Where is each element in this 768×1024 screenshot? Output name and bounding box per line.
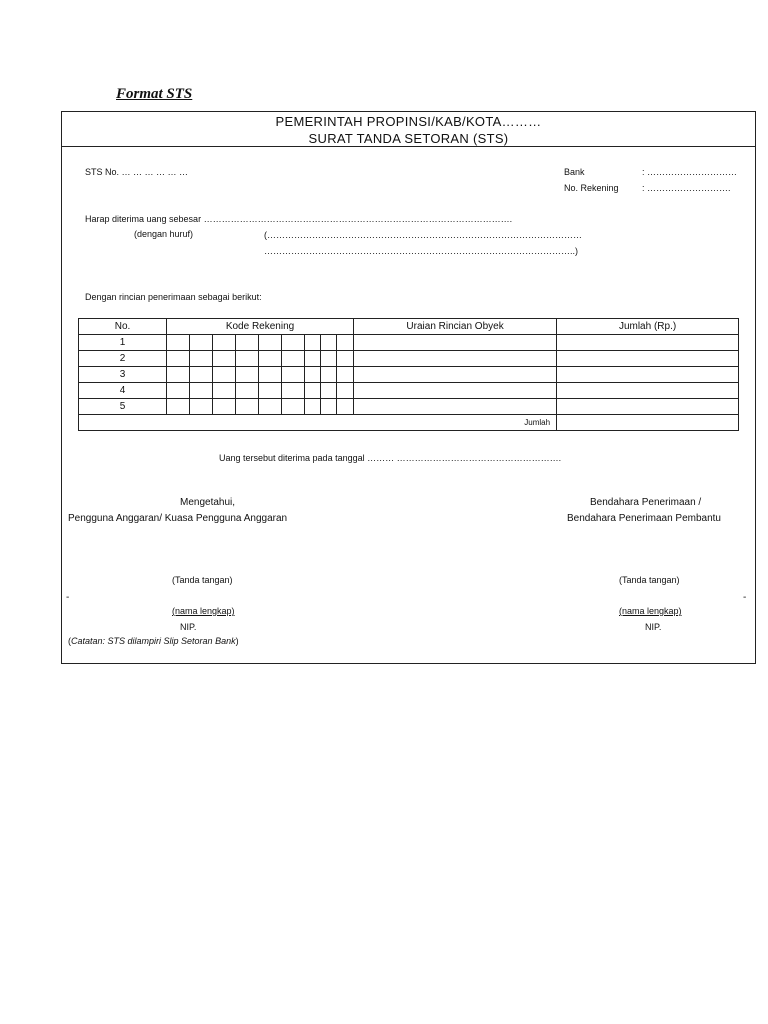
received-date-text: Uang tersebut diterima pada tanggal ……… ………………………………………………. [219, 453, 562, 463]
footnote-close: ) [235, 636, 239, 646]
jumlah-value [557, 415, 739, 431]
row-number: 3 [79, 367, 167, 383]
sts-number: STS No. … … … … … … [85, 167, 189, 177]
table-total-row [79, 415, 739, 431]
huruf-label: (dengan huruf) [134, 229, 194, 239]
col-kode-header: Kode Rekening [167, 319, 354, 335]
sts-form [61, 111, 756, 664]
row-number: 2 [79, 351, 167, 367]
left-full-name: (nama lengkap) [172, 606, 235, 616]
footnote-text: Catatan: STS dilampiri Slip Setoran Bank [71, 636, 236, 646]
left-signatory-title-1: Mengetahui, [180, 497, 236, 508]
footnote-open: ( [68, 636, 71, 646]
rekening-value: : ………………………. [642, 183, 731, 193]
table-row [79, 367, 739, 383]
amount-line: Harap diterima uang sebesar …………………………………………………………………………………………. [85, 214, 513, 224]
col-jumlah-header: Jumlah (Rp.) [557, 319, 739, 335]
government-header: PEMERINTAH PROPINSI/KAB/KOTA……… [275, 114, 542, 129]
row-number: 4 [79, 383, 167, 399]
right-nip: NIP. [645, 622, 662, 632]
footnote [68, 636, 239, 646]
rekening-label: No. Rekening [564, 183, 619, 193]
jumlah-label: Jumlah [79, 415, 557, 431]
huruf-line-2: …………………………………………………………………………………………..) [264, 246, 578, 256]
col-no-header: No. [79, 319, 167, 335]
rincian-table [78, 318, 739, 431]
right-signature-label: (Tanda tangan) [619, 575, 680, 585]
table-row [79, 399, 739, 415]
right-signatory-title-1: Bendahara Penerimaan / [590, 497, 702, 508]
header-divider [62, 146, 755, 147]
right-dash: - [743, 592, 747, 603]
bank-label: Bank [564, 167, 585, 177]
format-title: Format STS [116, 86, 193, 102]
form-title: SURAT TANDA SETORAN (STS) [308, 131, 509, 146]
bank-value: : ………………………… [642, 167, 738, 177]
left-nip: NIP. [180, 622, 197, 632]
left-signature-label: (Tanda tangan) [172, 575, 233, 585]
table-row [79, 335, 739, 351]
col-uraian-header: Uraian Rincian Obyek [354, 319, 557, 335]
row-number: 5 [79, 399, 167, 415]
table-row [79, 351, 739, 367]
left-signatory-title-2: Pengguna Anggaran/ Kuasa Pengguna Anggaran [68, 513, 288, 524]
huruf-line-1: (…………………………………………………………………………………………… [264, 230, 582, 240]
row-number: 1 [79, 335, 167, 351]
left-dash: - [66, 592, 70, 603]
right-full-name: (nama lengkap) [619, 606, 682, 616]
table-header-row [79, 319, 739, 335]
table-row [79, 383, 739, 399]
right-signatory-title-2: Bendahara Penerimaan Pembantu [567, 513, 721, 524]
rincian-intro: Dengan rincian penerimaan sebagai berikut: [85, 292, 262, 302]
